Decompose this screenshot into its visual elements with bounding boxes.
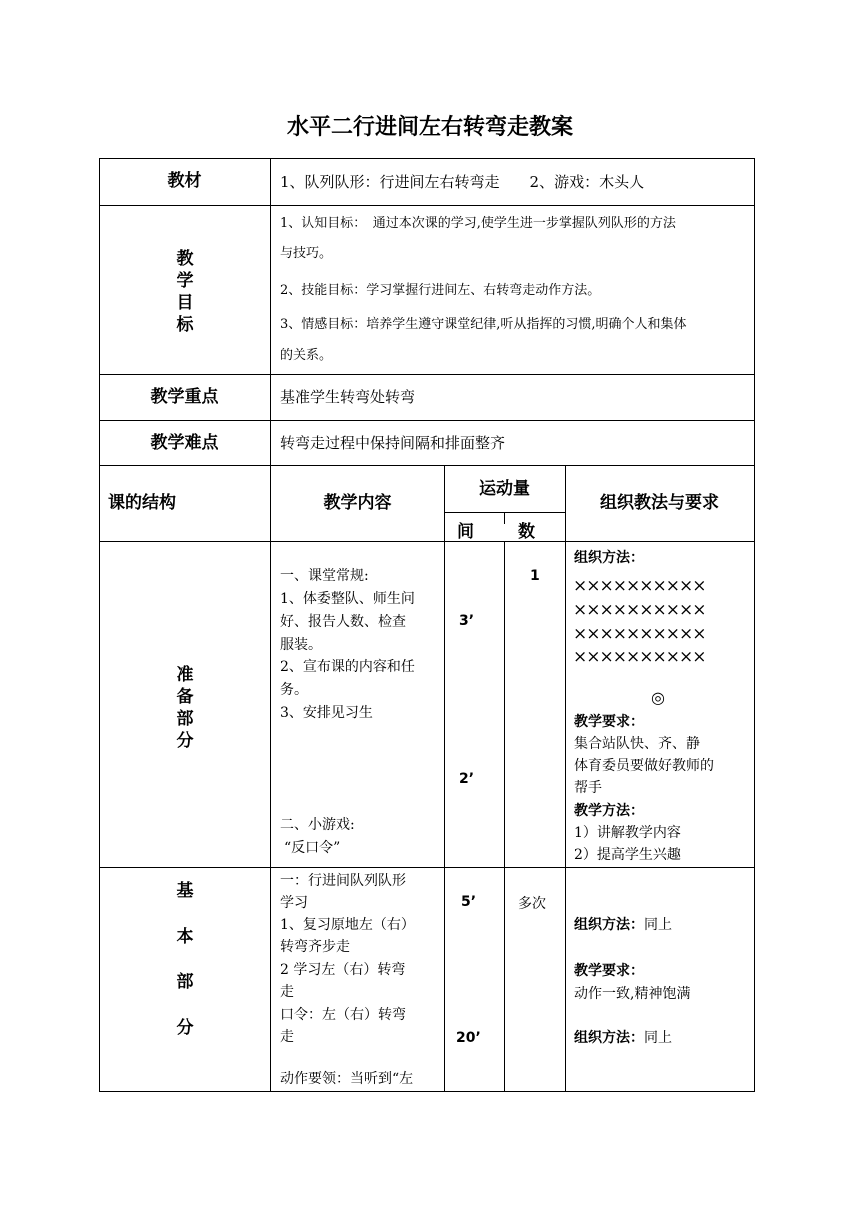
basic-org-2	[574, 1027, 672, 1049]
prep-time-1: 3’	[459, 613, 475, 629]
basic-label-char-1: 基	[176, 881, 194, 901]
goals-label-char-2: 学	[176, 271, 194, 291]
basic-content-line: 2 学习左（右）转弯	[280, 962, 406, 978]
basic-org-2-value: 同上	[644, 1030, 672, 1046]
basic-label-char-4: 分	[176, 1018, 194, 1038]
material-content: 1、队列队形：行进间左右转弯走 2、游戏：木头人	[280, 173, 645, 191]
goals-label-char-3: 目	[176, 293, 194, 313]
goal-line-3: 2、技能目标：学习掌握行进间左、右转弯走动作方法。	[280, 283, 601, 298]
goal-line-1: 1、认知目标： 通过本次课的学习,使学生进一步掌握队列队形的方法	[280, 216, 676, 231]
basic-content-line: 动作要领：当听到“左	[280, 1071, 414, 1087]
prep-org-label: 组织方法：	[574, 550, 644, 566]
prep-content-line: 2、宣布课的内容和任	[280, 659, 415, 675]
header-content: 教学内容	[323, 493, 392, 513]
prep-label-char-2: 备	[176, 687, 194, 707]
col-divider	[504, 512, 505, 524]
basic-label-char-2: 本	[176, 927, 194, 947]
row-divider	[99, 420, 755, 421]
difficulty-content: 转弯走过程中保持间隔和排面整齐	[280, 434, 506, 452]
prep-method-line: 2）提高学生兴趣	[574, 847, 681, 863]
key-point-label: 教学重点	[150, 387, 219, 407]
prep-label-char-3: 部	[176, 709, 194, 729]
prep-content-line: 服装。	[280, 637, 322, 653]
basic-org-1-label: 组织方法：	[574, 917, 644, 933]
prep-req-line: 集合站队快、齐、静	[574, 736, 700, 752]
row-divider	[99, 374, 755, 375]
formation-row: ××××××××××	[573, 647, 706, 667]
basic-org-2-label: 组织方法：	[574, 1030, 644, 1046]
table-border-top	[99, 158, 755, 159]
goal-line-4: 3、情感目标：培养学生遵守课堂纪律,听从指挥的习惯,明确个人和集体	[280, 317, 687, 332]
prep-game-line: “反口令”	[284, 840, 341, 856]
prep-method-line: 1）讲解教学内容	[574, 825, 681, 841]
basic-content-line: 口令：左（右）转弯	[280, 1007, 406, 1023]
basic-label-char-3: 部	[176, 972, 194, 992]
table-border-bottom	[99, 1091, 755, 1092]
formation-row: ××××××××××	[573, 576, 706, 596]
goals-label-char-1: 教	[176, 249, 194, 269]
page-title: 水平二行进间左右转弯走教案	[286, 115, 573, 140]
basic-org-1	[574, 914, 672, 936]
basic-content-line: 一：行进间队列队形	[280, 873, 406, 889]
row-divider	[99, 541, 755, 542]
basic-count: 多次	[518, 896, 546, 912]
header-count: 数	[518, 522, 535, 542]
goals-label-char-4: 标	[176, 315, 194, 335]
goal-line-2: 与技巧。	[280, 246, 333, 261]
basic-time-1: 5’	[461, 894, 477, 910]
prep-label-char-1: 准	[176, 665, 194, 685]
basic-org-1-value: 同上	[644, 917, 672, 933]
goal-line-5: 的关系。	[280, 348, 333, 363]
basic-content-line: 转弯齐步走	[280, 939, 350, 955]
col-divider	[504, 541, 505, 1092]
prep-req-line: 帮手	[574, 780, 602, 796]
prep-content-line: 3、安排见习生	[280, 705, 373, 721]
prep-method-label: 教学方法：	[574, 803, 644, 819]
basic-req-value: 动作一致,精神饱满	[574, 986, 691, 1002]
key-point-content: 基准学生转弯处转弯	[280, 388, 416, 406]
basic-content-line: 走	[280, 984, 294, 1000]
row-divider	[99, 867, 755, 868]
prep-time-2: 2’	[459, 771, 475, 787]
basic-req-label: 教学要求：	[574, 963, 644, 979]
prep-req-label: 教学要求：	[574, 714, 644, 730]
formation-row: ××××××××××	[573, 624, 706, 644]
header-structure: 课的结构	[108, 493, 176, 513]
table-border-right	[754, 158, 755, 1092]
header-load: 运动量	[479, 479, 530, 499]
prep-content-line: 一、课堂常规:	[280, 568, 369, 584]
prep-count: 1	[530, 568, 540, 584]
prep-content-line: 1、体委整队、师生问	[280, 591, 415, 607]
prep-content-line: 务。	[280, 682, 308, 698]
col-divider	[565, 465, 566, 1092]
row-divider	[99, 205, 755, 206]
col-divider	[270, 158, 271, 1092]
prep-req-line: 体育委员要做好教师的	[574, 758, 714, 774]
header-method: 组织教法与要求	[600, 493, 719, 513]
col-divider	[444, 465, 445, 1092]
teacher-mark: ◎	[651, 688, 665, 707]
header-time: 间	[457, 522, 474, 542]
basic-content-line: 走	[280, 1029, 294, 1045]
row-divider	[99, 465, 755, 466]
basic-time-2: 20’	[456, 1030, 481, 1046]
prep-label-char-4: 分	[176, 731, 194, 751]
prep-content-line: 好、报告人数、检查	[280, 614, 406, 630]
difficulty-label: 教学难点	[150, 433, 219, 453]
formation-row: ××××××××××	[573, 600, 706, 620]
basic-content-line: 学习	[280, 895, 308, 911]
basic-content-line: 1、复习原地左（右）	[280, 917, 415, 933]
material-label: 教材	[167, 171, 202, 191]
prep-game-line: 二、小游戏:	[280, 817, 355, 833]
table-border-left	[99, 158, 100, 1092]
